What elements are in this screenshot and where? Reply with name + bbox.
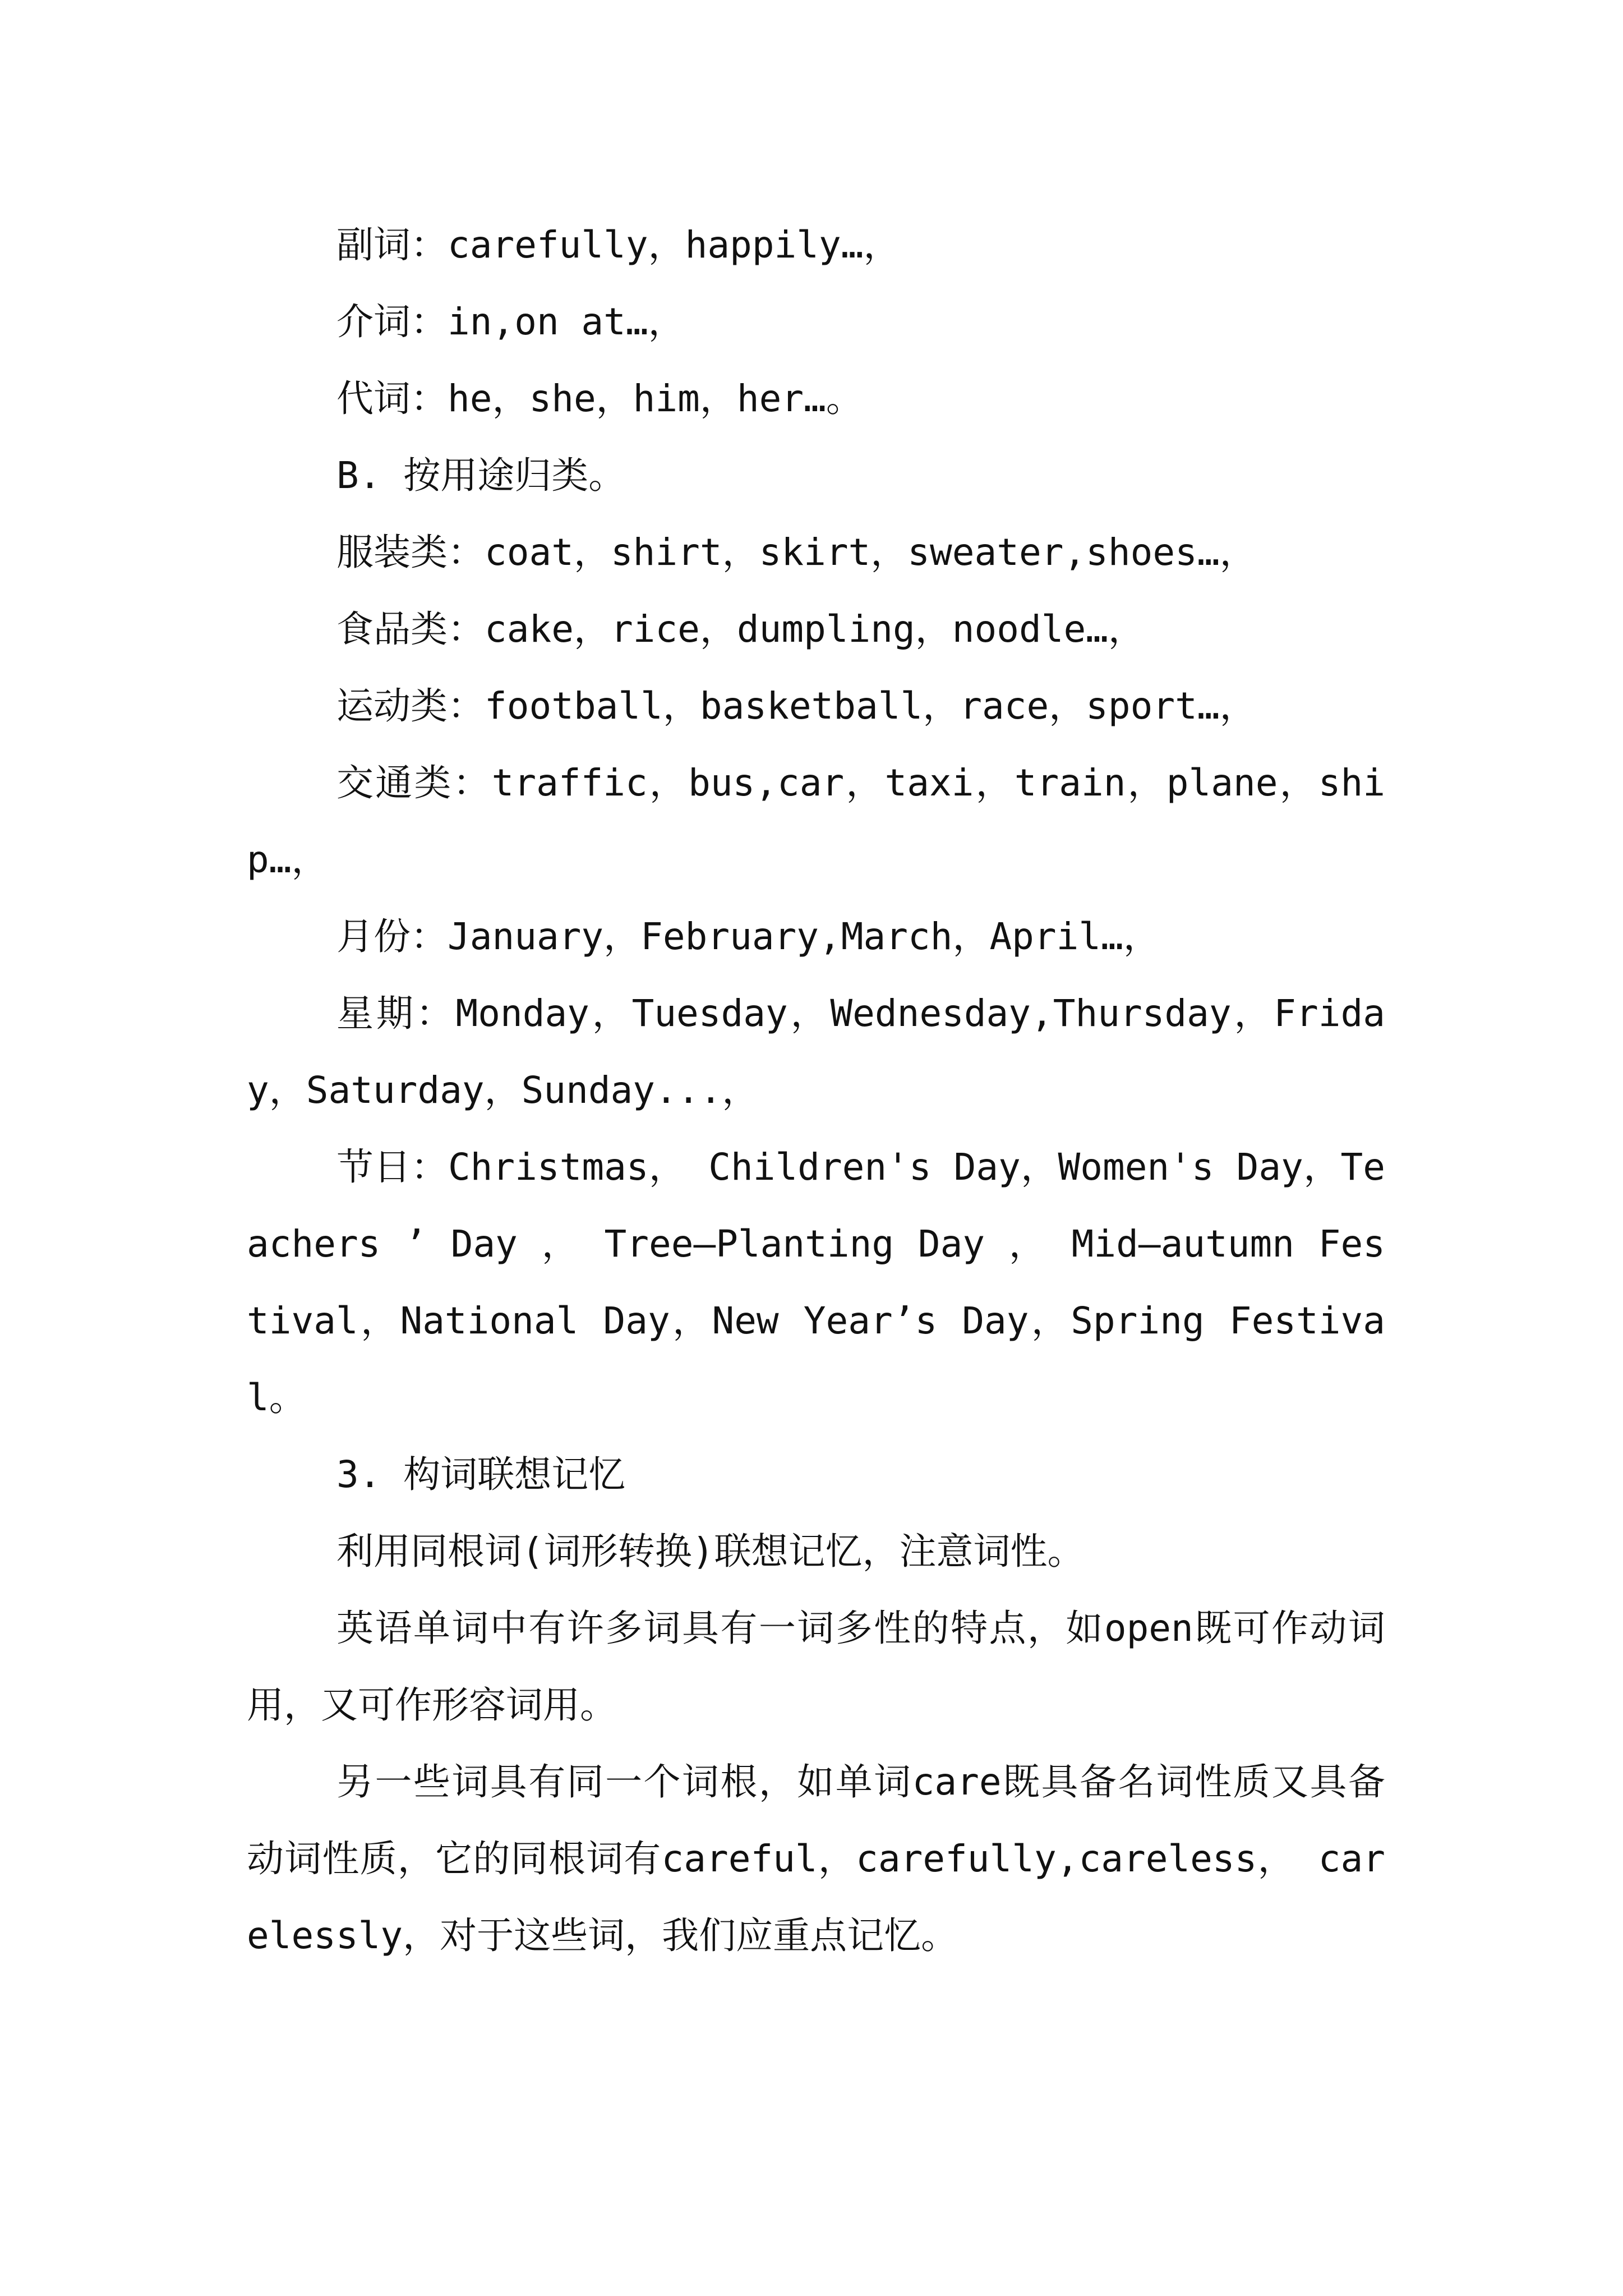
paragraph-adverbs: 副词：carefully，happily…， <box>336 223 901 266</box>
paragraph-prepositions: 介词：in,on at…， <box>336 300 685 343</box>
paragraph-weekdays: 星期：Monday，Tuesday，Wednesday,Thursday，Friday，Saturday，Sunday...， <box>247 992 1385 1112</box>
paragraph-word-root: 另一些词具有同一个词根，如单词care既具备名词性质又具备动词性质，它的同根词有careful，carefully,careless， carelessly，对于这些词，我们应重点记忆。 <box>247 1760 1385 1957</box>
paragraph-pronouns: 代词：he，she，him，her…。 <box>336 377 863 420</box>
paragraph-cognates: 利用同根词(词形转换)联想记忆，注意词性。 <box>336 1530 1085 1573</box>
paragraph-transport: 交通类：traffic，bus,car，taxi，train，plane，ship…， <box>247 761 1385 881</box>
paragraph-food: 食品类：cake，rice，dumpling，noodle…， <box>336 608 1145 651</box>
section-heading-by-use: B. 按用途归类。 <box>336 454 626 497</box>
paragraph-clothing: 服装类：coat，shirt，skirt，sweater,shoes…， <box>336 531 1257 574</box>
document-body <box>247 206 1385 1974</box>
paragraph-multi-pos: 英语单词中有许多词具有一词多性的特点，如open既可作动词用，又可作形容词用。 <box>247 1607 1385 1727</box>
paragraph-months: 月份：January，February,March，April…， <box>336 915 1160 958</box>
paragraph-sports: 运动类：football，basketball，race，sport…， <box>336 684 1257 728</box>
section-heading-word-formation: 3. 构词联想记忆 <box>336 1453 626 1496</box>
paragraph-holidays: 节日：Christmas， Children's Day，Women's Day，Teachers ’ Day ， Tree—Planting Day ， Mid—autumn Festival，National Day，New Year’s Day，Spring Festival。 <box>247 1145 1385 1419</box>
